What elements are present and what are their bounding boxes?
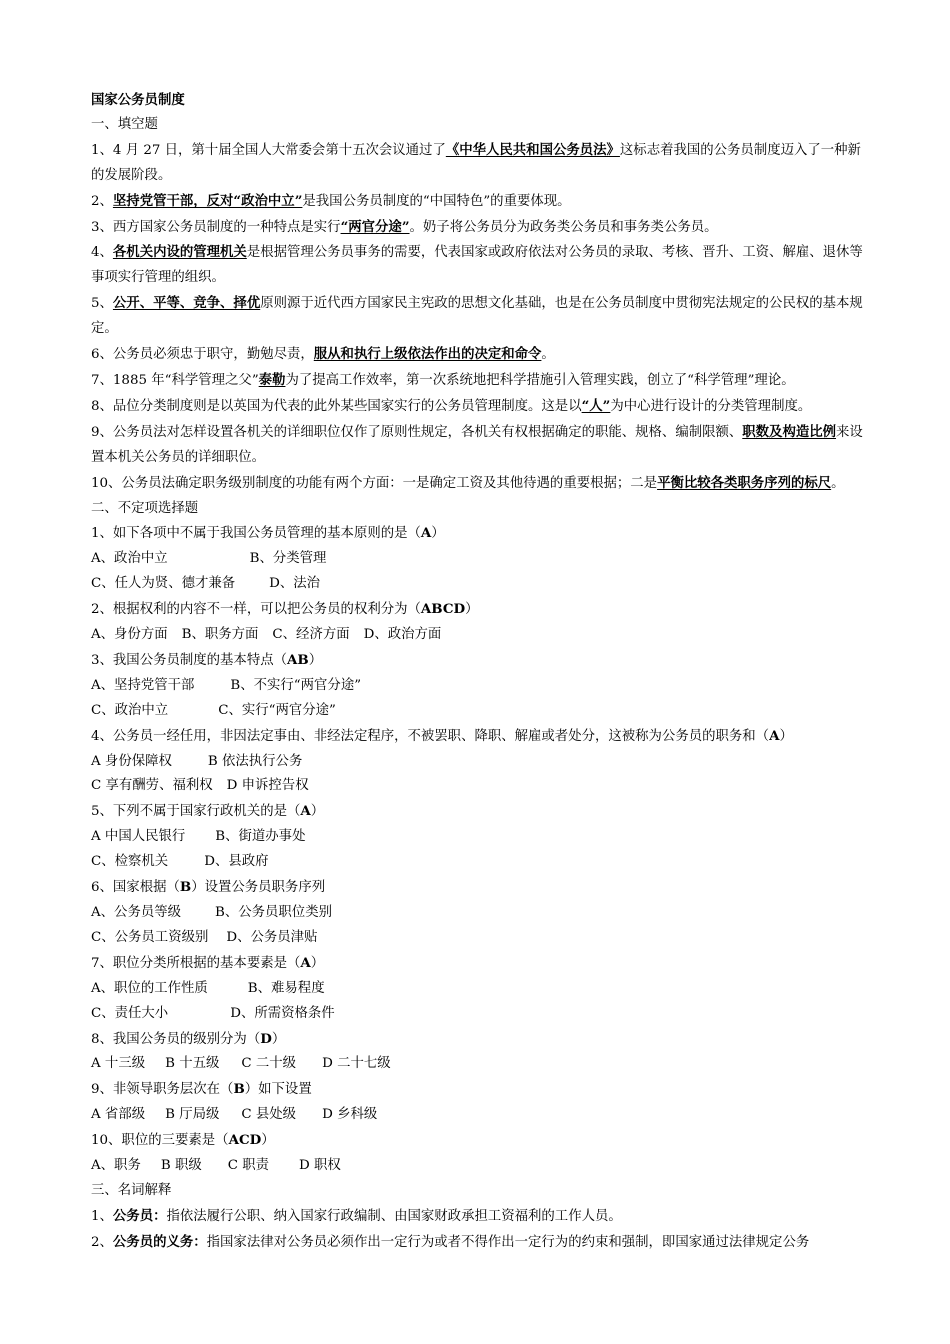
fill-item-text: 4、 xyxy=(91,245,113,261)
option: B 依法执行公务 xyxy=(207,753,303,769)
stem-text: 8、我国公务员的级别分为（ xyxy=(91,1031,261,1047)
fill-item-1 xyxy=(91,138,866,189)
section3-heading: 三、名词解释 xyxy=(91,1182,172,1198)
option: D 申诉控告权 xyxy=(226,778,309,794)
fill-item-text: 是我国公务员制度的“中国特色”的重要体现。 xyxy=(302,193,571,209)
fill-item-text: 1、4 月 27 日，第十届全国人大常委会第十五次会议通过了 xyxy=(91,142,446,158)
fill-item-answer: 公开、平等、竞争、择优 xyxy=(112,295,261,312)
option-row xyxy=(91,750,866,775)
fill-item-text: 。 xyxy=(831,475,845,491)
fill-item-text: 7、1885 年“科学管理之父” xyxy=(91,372,259,388)
fill-item-answer: 平衡比较各类职务序列的标尺 xyxy=(657,474,832,491)
stem-text: ）如下设置 xyxy=(244,1082,312,1098)
option: A、公务员等级 xyxy=(91,905,182,920)
option: C、政治中立 xyxy=(91,702,169,718)
option: A、坚持党管干部 xyxy=(91,677,195,693)
fill-item-text: 3、西方国家公务员制度的一种特点是实行 xyxy=(91,219,341,235)
fill-item-answer: 职数及构造比例 xyxy=(742,423,837,440)
option: A、职位的工作性质 xyxy=(91,980,208,996)
option: B、不实行“两官分途” xyxy=(230,677,362,693)
option: B、街道办事处 xyxy=(215,829,306,845)
question-stem xyxy=(91,1128,866,1154)
fill-item-text: 。奶子将公务员分为政务类公务员和事务类公务员。 xyxy=(409,219,718,235)
option: C 二十级 xyxy=(241,1056,297,1072)
fill-item-text: 为中心进行设计的分类管理制度。 xyxy=(610,398,812,414)
option-row xyxy=(91,1002,866,1027)
option: B、分类管理 xyxy=(249,551,327,567)
fill-item-4 xyxy=(91,240,866,291)
option: A 十三级 xyxy=(91,1056,146,1072)
question-stem xyxy=(91,951,866,977)
document-page xyxy=(91,88,866,1256)
fill-item-text: 为了提高工作效率，第一次系统地把科学措施引入管理实践，创立了“科学管理”理论。 xyxy=(285,372,795,388)
option-row xyxy=(91,850,866,875)
option: A 身份保障权 xyxy=(91,753,172,769)
fill-item-answer: 泰勒 xyxy=(258,371,286,388)
answer-key: ABCD xyxy=(420,601,466,618)
option: C、公务员工资级别 xyxy=(91,929,209,945)
definition-term: 公务员： xyxy=(112,1207,167,1224)
option: D 职权 xyxy=(299,1158,341,1174)
section2-heading: 二、不定项选择题 xyxy=(91,500,199,516)
fill-item-5 xyxy=(91,291,866,342)
option: D、公务员津贴 xyxy=(226,929,318,945)
fill-item-text: 6、公务员必须忠于职守，勤勉尽责， xyxy=(91,347,314,363)
fill-item-6 xyxy=(91,342,866,368)
answer-key: ACD xyxy=(228,1132,262,1149)
option: C 享有酬劳、福利权 xyxy=(91,778,213,794)
fill-item-text: 2、 xyxy=(91,193,113,209)
fill-item-answer: “人” xyxy=(581,397,611,414)
question-stem xyxy=(91,1077,866,1103)
definition-text: 指依法履行公职、纳入国家行政编制、由国家财政承担工资福利的工作人员。 xyxy=(166,1208,622,1224)
section1-heading: 一、填空题 xyxy=(91,116,158,132)
option-row xyxy=(91,1052,866,1077)
stem-text: ） xyxy=(261,1133,275,1149)
option: A 省部级 xyxy=(91,1107,146,1123)
fill-item-text: 是根据管理公务员事务的需要，代表国家或政府依法对公务员的录取、考核、晋升、工资、解雇、退休等事项实行管理的组织。 xyxy=(91,245,863,286)
definition-item xyxy=(91,1204,866,1230)
stem-text: ） xyxy=(465,602,479,618)
question-stem xyxy=(91,521,866,547)
stem-text: 4、公务员一经任用，非因法定事由、非经法定程序，不被罢职、降职、解雇或者处分，这被称为公务员的职务和（ xyxy=(91,728,770,744)
answer-key: B xyxy=(233,1081,245,1098)
fill-item-answer: 服从和执行上级依法作出的决定和命令 xyxy=(313,346,542,363)
option-row xyxy=(91,901,866,926)
document-title: 国家公务员制度 xyxy=(91,92,185,108)
fill-item-10 xyxy=(91,471,866,497)
fill-item-3 xyxy=(91,215,866,241)
fill-item-answer: 各机关内设的管理机关 xyxy=(112,244,247,261)
option: D、法治 xyxy=(269,576,321,592)
option: B、职务方面 xyxy=(181,627,259,643)
question-stem xyxy=(91,875,866,901)
option-row xyxy=(91,572,866,597)
fill-item-answer: “两官分途” xyxy=(340,218,410,235)
option: B、难易程度 xyxy=(247,980,325,996)
option: A 中国人民银行 xyxy=(91,829,186,845)
fill-item-9 xyxy=(91,420,866,471)
option: A、身份方面 xyxy=(91,627,168,643)
fill-item-text: 来设置本机关公务员的详细职位。 xyxy=(91,424,863,465)
fill-item-text: 9、公务员法对怎样设置各机关的详细职位仅作了原则性规定，各机关有权根据确定的职能、规格、编制限额、 xyxy=(91,424,743,440)
fill-item-text: 。 xyxy=(541,347,555,363)
option-row xyxy=(91,774,866,799)
definition-number: 2、 xyxy=(91,1234,113,1250)
option: A、职务 xyxy=(91,1158,141,1174)
stem-text: 7、职位分类所根据的基本要素是（ xyxy=(91,955,301,971)
option-row xyxy=(91,1103,866,1128)
stem-text: ）设置公务员职务序列 xyxy=(191,880,326,896)
answer-key: A xyxy=(300,803,311,820)
option-row xyxy=(91,977,866,1002)
option: C、实行“两官分途” xyxy=(218,702,336,718)
question-stem xyxy=(91,597,866,623)
stem-text: 3、我国公务员制度的基本特点（ xyxy=(91,652,287,668)
stem-text: ） xyxy=(271,1031,286,1047)
option: D 二十七级 xyxy=(322,1056,391,1072)
stem-text: 2、根据权利的内容不一样，可以把公务员的权利分为（ xyxy=(91,602,421,618)
stem-text: ） xyxy=(779,728,793,744)
option: A、政治中立 xyxy=(91,551,168,567)
option-row xyxy=(91,699,866,724)
option-row xyxy=(91,547,866,572)
answer-key: B xyxy=(179,879,192,896)
stem-text: ） xyxy=(310,955,325,971)
option-row xyxy=(91,825,866,850)
option: B 职级 xyxy=(160,1158,202,1174)
option: C 县处级 xyxy=(241,1107,297,1123)
fill-item-text: 5、 xyxy=(91,296,113,312)
stem-text: ） xyxy=(310,804,325,820)
option: D、政治方面 xyxy=(363,627,442,643)
option: C、检察机关 xyxy=(91,854,169,870)
stem-text: 6、国家根据（ xyxy=(91,880,180,896)
fill-item-text: 原则源于近代西方国家民主宪政的思想文化基础，也是在公务员制度中贯彻宪法规定的公民权的基本规定。 xyxy=(91,296,863,337)
answer-key: A xyxy=(420,525,432,542)
stem-text: ） xyxy=(308,652,323,668)
option: B 厅局级 xyxy=(165,1107,220,1123)
fill-item-7 xyxy=(91,368,866,394)
definition-item xyxy=(91,1230,866,1256)
option-row xyxy=(91,1154,866,1179)
option: C、责任大小 xyxy=(91,1005,169,1021)
definition-text: 指国家法律对公务员必须作出一定行为或者不得作出一定行为的约束和强制，即国家通过法律规定公务 xyxy=(206,1234,810,1250)
answer-key: A xyxy=(300,954,311,971)
option: C、任人为贤、德才兼备 xyxy=(91,576,236,592)
answer-key: A xyxy=(769,727,780,744)
question-stem xyxy=(91,799,866,825)
question-stem xyxy=(91,724,866,750)
fill-item-text: 10、公务员法确定职务级别制度的功能有两个方面：一是确定工资及其他待遇的重要根据；二是 xyxy=(91,475,658,491)
fill-item-answer: 《中华人民共和国公务员法》 xyxy=(445,141,620,158)
answer-key: D xyxy=(260,1030,272,1047)
option: C 职责 xyxy=(227,1158,270,1174)
stem-text: 10、职位的三要素是（ xyxy=(91,1133,229,1149)
fill-item-2 xyxy=(91,189,866,215)
fill-item-text: 8、品位分类制度则是以英国为代表的此外某些国家实行的公务员管理制度。这是以 xyxy=(91,398,582,414)
stem-text: 1、如下各项中不属于我国公务员管理的基本原则的是（ xyxy=(91,526,421,542)
option: C、经济方面 xyxy=(272,627,350,643)
definition-number: 1、 xyxy=(91,1208,113,1224)
stem-text: 9、非领导职务层次在（ xyxy=(91,1082,234,1098)
option-row xyxy=(91,623,866,648)
option-row xyxy=(91,674,866,699)
option: D、县政府 xyxy=(204,854,269,870)
option: B 十五级 xyxy=(165,1056,220,1072)
fill-item-8 xyxy=(91,394,866,420)
option: D 乡科级 xyxy=(322,1107,378,1123)
stem-text: ） xyxy=(431,526,445,542)
definition-term: 公务员的义务： xyxy=(112,1233,207,1250)
option: B、公务员职位类别 xyxy=(215,905,332,920)
fill-item-answer: 坚持党管干部，反对“政治中立” xyxy=(112,192,303,209)
option: D、所需资格条件 xyxy=(230,1005,335,1021)
question-stem xyxy=(91,1027,866,1053)
option-row xyxy=(91,926,866,951)
stem-text: 5、下列不属于国家行政机关的是（ xyxy=(91,804,301,820)
answer-key: AB xyxy=(287,651,309,668)
fill-item-text: 这标志着我国的公务员制度迈入了一种新的发展阶段。 xyxy=(91,142,861,183)
question-stem xyxy=(91,648,866,674)
